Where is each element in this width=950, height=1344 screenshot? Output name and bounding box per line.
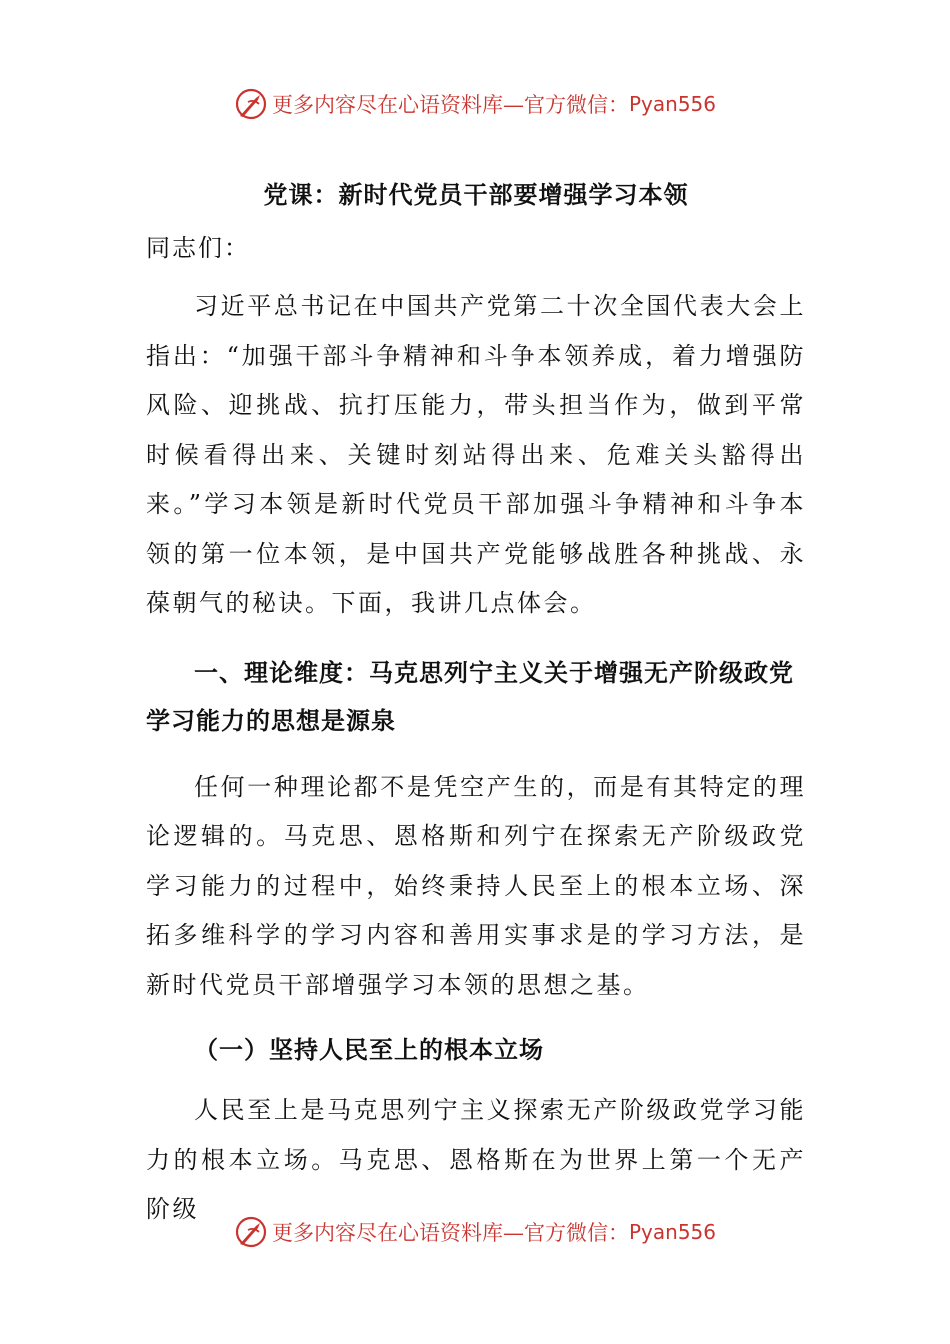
salutation: 同志们： bbox=[146, 234, 250, 262]
watermark-header bbox=[0, 84, 950, 124]
paragraph-theory: 任何一种理论都不是凭空产生的，而是有其特定的理论逻辑的。马克思、恩格斯和列宁在探索无产阶级政党学习能力的过程中，始终秉持人民至上的根本立场、深拓多维科学的学习内容和善用实事求是的学习方法，是新时代党员干部增强学习本领的思想之基。 bbox=[146, 772, 806, 999]
watermark-text: 更多内容尽在心语资料库—官方微信： bbox=[271, 93, 629, 117]
paragraph-people-first: 人民至上是马克思列宁主义探索无产阶级政党学习能力的根本立场。马克思、恩格斯在为世界上第一个无产阶级 bbox=[146, 1096, 806, 1223]
document-body bbox=[146, 166, 806, 1235]
pen-nib-logo-icon bbox=[234, 1215, 268, 1249]
watermark-wechat-id: Pyan556 bbox=[628, 1220, 716, 1244]
watermark-footer bbox=[0, 1212, 950, 1252]
paragraph-intro: 习近平总书记在中国共产党第二十次全国代表大会上指出：“加强干部斗争精神和斗争本领养成，着力增强防风险、迎挑战、抗打压能力，带头担当作为，做到平常时候看得出来、关键时刻站得出来、危难关头豁得出来。”学习本领是新时代党员干部加强斗争精神和斗争本领的第一位本领，是中国共产党能够战胜各种挑战、永葆朝气的秘诀。下面，我讲几点体会。 bbox=[146, 292, 806, 617]
watermark-wechat-id: Pyan556 bbox=[628, 92, 716, 116]
pen-nib-logo-icon bbox=[234, 87, 268, 121]
document-title: 党课：新时代党员干部要增强学习本领 bbox=[263, 180, 689, 209]
heading-subsection-1: （一）坚持人民至上的根本立场 bbox=[194, 1035, 544, 1064]
watermark-text: 更多内容尽在心语资料库—官方微信： bbox=[271, 1221, 629, 1245]
heading-section-1: 一、理论维度：马克思列宁主义关于增强无产阶级政党学习能力的思想是源泉 bbox=[146, 657, 794, 735]
